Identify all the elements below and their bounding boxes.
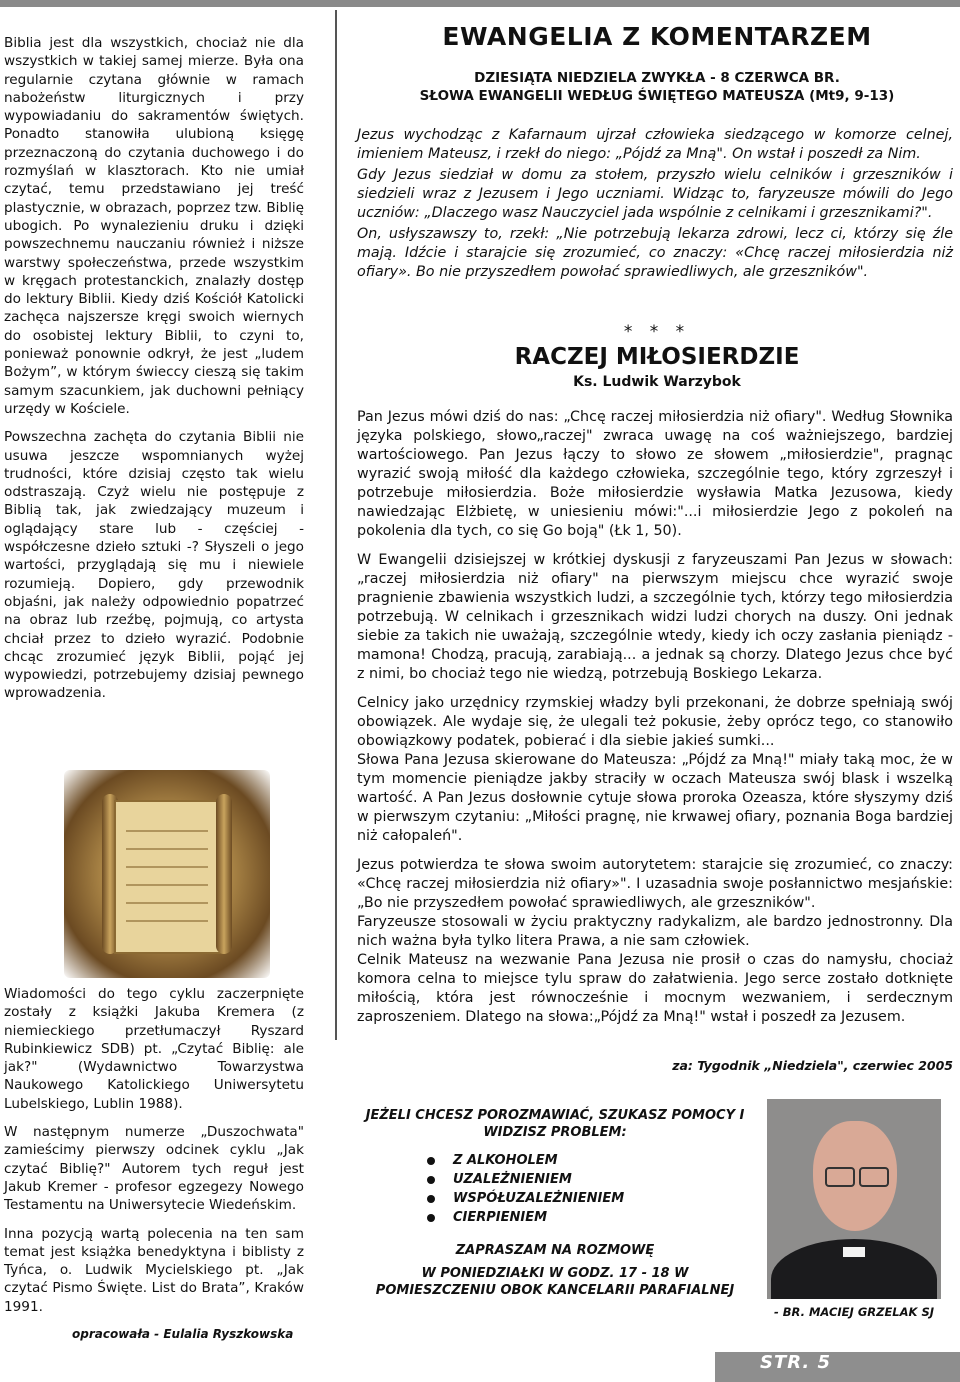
article-title: RACZEJ MIŁOSIERDZIE	[514, 344, 800, 370]
left-paragraph-3: Wiadomości do tego cyklu zaczerpnięte zostały z książki Jakuba Kremera (z niemieckiego przetłumaczył Ryszard Rubinkiewicz SDB) pt. „Czytać Biblię: ale jak?" (Wydawnictwo Towarzystwa Naukowego Katolickiego Uniwersytetu Lubelskiego, Lublin 1988).	[4, 986, 304, 1112]
article-paragraph-2: W Ewangelii dzisiejszej w krótkiej dyskusji z faryzeuszami Pan Jezus w słowach: „raczej miłosierdzia niż ofiary" na pierwszym miejscu chce wyrazić swoje pragnienie zbawienia wszystkich ludzi, a szczególnie tych, którzy tego miłosierdzia potrzebują. W celnikach i grzesznikach widzi ludzi chorych na duszy. Oni jednak siebie za takich nie uważają, szczególnie wtedy, kiedy ich oczy zasłania pieniądz - mamona! Chodzą, pracują, zarabiają... a jednak są chorzy. Dlatego Jezus chce być z nimi, bo chociaż tego nie wiedzą, potrzebują Boskiego Lekarza.	[357, 552, 953, 682]
article-paragraph-6: Faryzeusze stosowali w życiu praktyczny radykalizm, ale bardzo jednostronny. Dla nich ważna była tylko litera Prawa, a nie sam człowiek.	[357, 914, 953, 949]
left-paragraph-1: Biblia jest dla wszystkich, chociaż nie dla wszystkich w takiej samej mierze. Była ona regularnie czytana głównie w ramach nabożeństw liturgicznych i przy wypowiadaniu do sakramentów świętych. Ponadto stanowiła ulubioną księgę przeznaczoną do czytania duchowego i do rozmyślań w klasztorach. Kto nie umiał czytać, temu przedstawiano jej treść plastycznie, w obrazach, poprzez tzw. Biblię ubogich. Po wynalezieniu druku i dzięki powszechnemu nauczaniu również i niższe warstwy społeczeństwa, przede wszystkim w kręgach protestanckich, znalazły dostęp do lektury Biblii. Kiedy dziś Kościół Katolicki zachęca najszersze kręgi swoich wiernych do osobistej lektury Biblii, to czyni to, ponieważ ponownie odkrył, że jest „ludem Bożym”, w którym świeccy cieszą się takim samym szacunkiem, jak duchowni pełniący urzędy w Kościele.	[4, 35, 304, 417]
page-number-bar	[715, 1352, 960, 1382]
top-bar	[0, 0, 960, 7]
gospel-date: DZIESIĄTA NIEDZIELA ZWYKŁA - 8 CZERWCA BR.	[474, 70, 840, 86]
help-title: JEŻELI CHCESZ POROZMAWIAĆ, SZUKASZ POMOCY I WIDZISZ PROBLEM:	[365, 1108, 745, 1140]
help-item: CIERPIENIEM	[417, 1210, 624, 1229]
scroll-text-line	[126, 884, 208, 886]
gospel-paragraph-2: Gdy Jezus siedział w domu za stołem, przyszło wielu celników i grzeszników i siedzieli wraz z Jezusem i Jego uczniami. Widząc to, faryzeusze mówili do Jego uczniów: „Dlaczego wasz Nauczyciel jada wspólnie z celnikami i grzesznikami?".	[357, 167, 953, 221]
left-paragraph-4: W następnym numerze „Duszochwata" zamieścimy pierwszy odcinek cyklu „Jak czytać Biblię?" Autorem tych reguł jest Jakub Kremer - profesor egzegezy Nowego Testamentu na Uniwersytecie Wiedeńskim.	[4, 1124, 304, 1214]
page-title: EWANGELIA Z KOMENTARZEM	[442, 22, 872, 51]
gospel-paragraph-1: Jezus wychodząc z Kafarnaum ujrzał człowieka siedzącego w komorze celnej, imieniem Mateusz, i rzekł do niego: „Pójdź za Mną". On wstał i poszedł za Nim.	[357, 127, 953, 162]
help-signature: - BR. MACIEJ GRZELAK SJ	[773, 1305, 935, 1319]
article-paragraph-7: Celnik Mateusz na wezwanie Pana Jezusa nie prosił o czas do namysłu, chociaż komora celna to miejsce tylu spraw do załatwienia. Jego serce zostało dotknięte miłością, która jest równocześnie i mocnym wezwaniem, i serdecznym zaproszeniem. Dlatego na słowa:„Pójdź za Mną!" wstał i poszedł za Jezusem.	[357, 952, 953, 1025]
help-invite: ZAPRASZAM NA ROZMOWĘ	[455, 1243, 655, 1258]
left-paragraph-5: Inna pozycją wartą polecenia na ten sam temat jest książka benedyktyna i biblisty z Tyńca, o. Ludwik Mycielskiego pt. „Jak czytać Pismo Święte. List do Brata”, Kraków 1991.	[4, 1225, 304, 1315]
gospel-paragraph-3: On, usłyszawszy to, rzekł: „Nie potrzebują lekarza zdrowi, lecz ci, którzy się źle mają. Idźcie i starajcie się zrozumieć, co znaczy: «Chcę raczej miłosierdzia niż ofiary». Bo nie przyszedłem powołać sprawiedliwych, ale grzeszników".	[357, 226, 953, 280]
scroll-rod-right	[216, 794, 232, 954]
gospel-text	[357, 126, 953, 284]
scroll-text-line	[126, 902, 208, 904]
column-divider	[335, 10, 337, 1040]
page-number: STR. 5	[760, 1352, 832, 1373]
left-column	[4, 34, 304, 713]
article-source: za: Tygodnik „Niedziela", czerwiec 2005	[672, 1058, 953, 1073]
help-item: Z ALKOHOLEM	[417, 1153, 624, 1172]
article-body	[357, 408, 953, 1037]
article-paragraph-1: Pan Jezus mówi dziś do nas: „Chcę raczej miłosierdzia niż ofiary". Według Słownika języka polskiego, słowo„raczej" zwraca uwagę na coś ważniejszego, bardziej wartościowego. Pan Jezus łączy to słowo ze słowem „miłosierdzie", pragnąc wyrazić swoją miłość dla każdego człowieka, szczególnie tego, który zgrzeszył i potrzebuje miłosierdzia. Boże miłosierdzie wysławia Matka Jezusowa, kiedy nawiedzając Elżbietę, w uniesieniu mówi:"...i miłosierdzie Jego z pokoleń na pokolenia dla tych, co się Go boją" (Łk 1, 50).	[357, 409, 953, 539]
left-paragraph-2: Powszechna zachęta do czytania Biblii nie usuwa jeszcze wspomnianych wyżej trudności, które dzisiaj często tak wielu odstraszają. Czyż wielu nie postępuje z Biblią tak, jak zwiedzający muzeum i oglądający stare lub - częściej - współczesne dzieło sztuki -? Słyszeli o jego wartości, przyglądają się mu i niewiele rozumieją. Dopiero, gdy przewodnik objaśni, jak należy odpowiednio popatrzeć na obraz lub rzeźbę, pojmują, co artysta chciał przez to dzieło wyrazić. Podobnie chcąc zrozumieć język Biblii, pojąć jej wypowiedzi, potrzebujemy dzisiaj pewnego wprowadzenia.	[4, 429, 304, 702]
scroll-text-line	[126, 866, 208, 868]
scroll-text-line	[126, 848, 208, 850]
left-column-lower	[4, 985, 304, 1326]
left-author: opracowała - Eulalia Ryszkowska	[72, 1327, 294, 1341]
help-item: WSPÓŁUZALEŻNIENIEM	[417, 1191, 624, 1210]
scroll-text-line	[126, 920, 208, 922]
article-author: Ks. Ludwik Warzybok	[573, 374, 741, 390]
photo-glasses	[825, 1167, 855, 1187]
help-schedule: W PONIEDZIAŁKI W GODZ. 17 - 18 W POMIESZCZENIU OBOK KANCELARII PARAFIALNEJ	[375, 1266, 735, 1298]
parchment-scroll-icon	[64, 770, 270, 978]
help-box	[357, 1093, 957, 1333]
article-paragraph-4: Słowa Pana Jezusa skierowane do Mateusza: „Pójdź za Mną!" miały taką moc, że w tym momencie pieniądze jakby straciły w oczach Mateusza swój blask i wszelką wartość. A Pan Jezus dosłownie cytuje słowa proroka Ozeasza, które słyszymy dziś w pierwszym czytaniu: „Miłości pragnę, nie krwawej ofiary, poznania Boga bardziej niż całopaleń".	[357, 752, 953, 844]
gospel-reference: SŁOWA EWANGELII WEDŁUG ŚWIĘTEGO MATEUSZA (Mt9, 9-13)	[419, 88, 895, 104]
priest-photo	[767, 1099, 941, 1299]
help-list	[417, 1153, 624, 1229]
scroll-parchment	[114, 800, 224, 954]
help-item: UZALEŻNIENIEM	[417, 1172, 624, 1191]
photo-glasses	[859, 1167, 889, 1187]
article-paragraph-5: Jezus potwierdza te słowa swoim autorytetem: starajcie się zrozumieć, co znaczy: «Chcę raczej miłosierdzia niż ofiary»". I uzasadnia swoje posłannictwo mesjańskie: „Bo nie przyszedłem powołać sprawiedliwych, ale grzeszników".	[357, 857, 953, 911]
photo-collar	[843, 1247, 865, 1257]
section-separator: * * *	[623, 322, 691, 342]
article-paragraph-3: Celnicy jako urzędnicy rzymskiej władzy byli przekonani, że dobrze spełniają swój obowiązek. Ale wydaje się, że ulegali też pokusie, żeby oprócz tego, co stanowiło obowiązkowy podatek, pobierać i dla siebie jakieś sumki...	[357, 695, 953, 749]
scroll-text-line	[126, 830, 208, 832]
